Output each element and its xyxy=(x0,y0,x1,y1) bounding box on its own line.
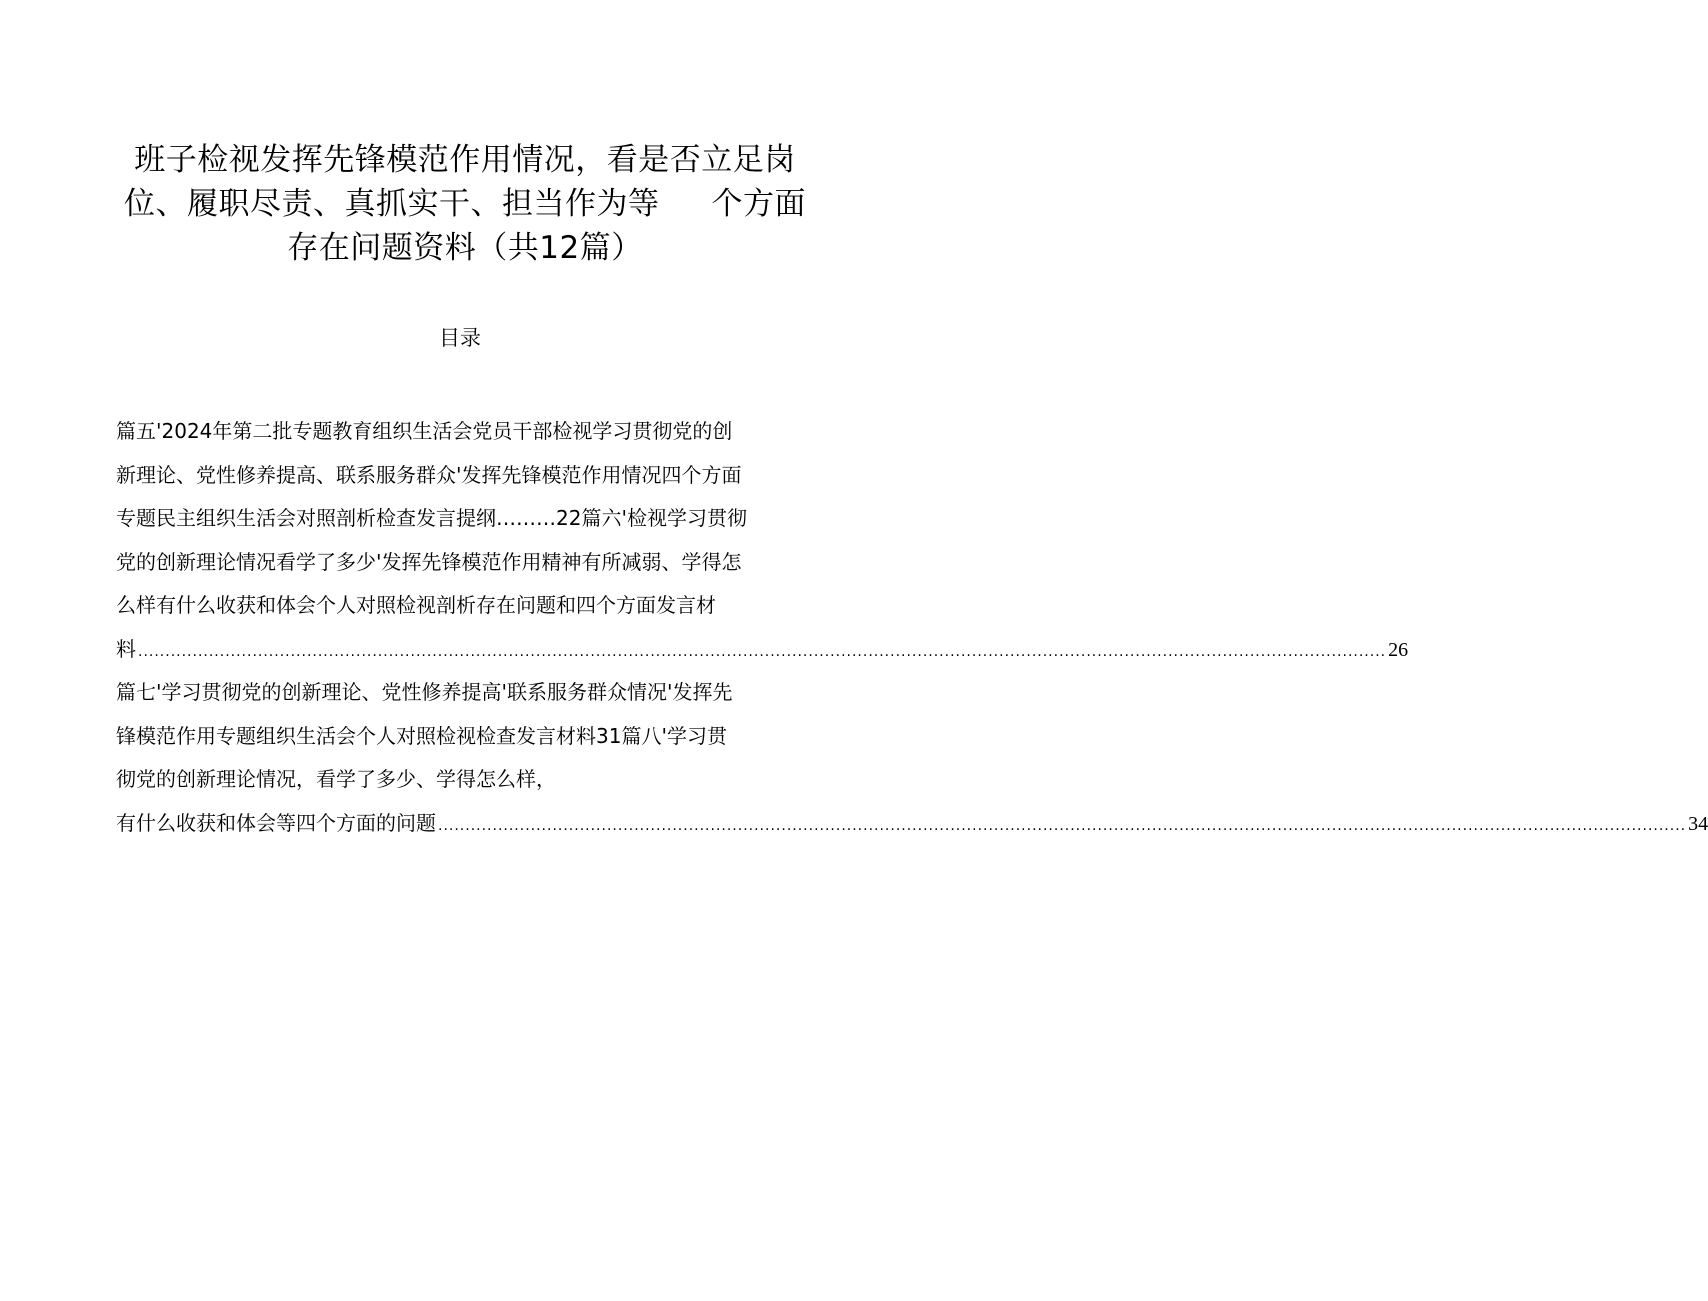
toc-entry-with-leader xyxy=(116,802,1708,846)
toc-line: 专题民主组织生活会对照剖析检查发言提纲………22篇六'检视学习贯彻 xyxy=(116,506,747,530)
dot-leader: ..................................................................................................................................................................................................................................... xyxy=(438,817,1687,834)
document-title xyxy=(110,138,820,270)
toc-heading: 目录 xyxy=(439,326,481,350)
title-line-2-part-1: 位、履职尽责、真抓实干、担当作为等 xyxy=(124,186,660,222)
toc-page-number: 34 xyxy=(1688,812,1708,835)
title-line-2-part-2: 个方面 xyxy=(711,186,806,222)
toc-line: 篇五'2024年第二批专题教育组织生活会党员干部检视学习贯彻党的创 xyxy=(116,419,733,443)
toc-entry-text: 有什么收获和体会等四个方面的问题 xyxy=(116,810,436,835)
toc-entry-text: 料 xyxy=(116,636,136,661)
toc-entry-with-leader xyxy=(116,628,1409,672)
toc-line: 篇七'学习贯彻党的创新理论、党性修养提高'联系服务群众情况'发挥先 xyxy=(116,680,733,704)
toc-line: 彻党的创新理论情况，看学了多少、学得怎么样， xyxy=(116,767,556,791)
toc-page-number: 26 xyxy=(1388,638,1409,661)
toc-line: 锋模范作用专题组织生活会个人对照检视检查发言材料31篇八'学习贯 xyxy=(116,723,727,748)
toc-line: 新理论、党性修养提高、联系服务群众'发挥先锋模范作用情况四个方面 xyxy=(116,462,742,487)
title-line-2 xyxy=(110,182,820,226)
table-of-contents xyxy=(116,410,1708,845)
title-line-3: 存在问题资料（共12篇） xyxy=(287,230,643,266)
toc-line: 党的创新理论情况看学了多少'发挥先锋模范作用精神有所减弱、学得怎 xyxy=(116,549,742,574)
toc-line: 么样有什么收获和体会个人对照检视剖析存在问题和四个方面发言材 xyxy=(116,593,716,617)
title-line-1: 班子检视发挥先锋模范作用情况，看是否立足岗 xyxy=(134,142,796,178)
dot-leader: ..................................................................................................................................................................................................................................... xyxy=(138,643,1387,660)
